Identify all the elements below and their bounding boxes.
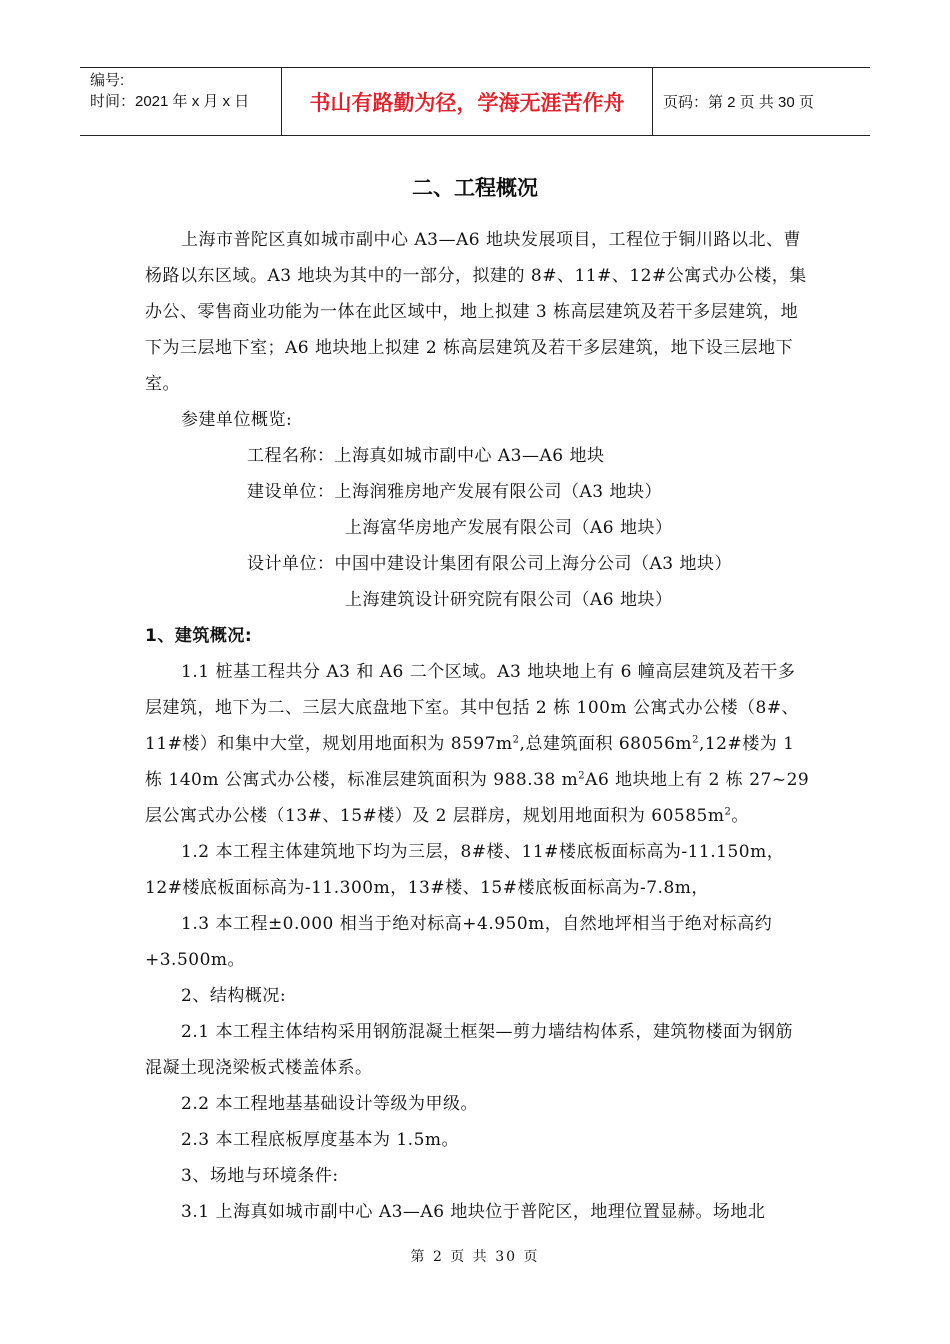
section-1-heading: 1、建筑概况: — [145, 626, 253, 646]
intro-paragraph: 上海市普陀区真如城市副中心 A3—A6 地块发展项目，工程位于铜川路以北、曹杨路以东区域。A3 地块为其中的一部分，拟建的 8#、11#、12#公寓式办公楼，集办公、零售商业功能为一体在此区域中，地上拟建 3 栋高层建筑及若干多层建筑，地下为三层地下室；A6 地块地上拟建 2 栋高层建筑及若干多层建筑，地下设三层地下室。 — [145, 230, 807, 394]
page-title: 二、工程概况 — [412, 176, 538, 200]
project-name-line: 工程名称：上海真如城市副中心 A3—A6 地块 — [247, 446, 605, 466]
p1-1-part-c: ,12#楼为 1 栋 140m 公寓式办公楼，标准层建筑面积为 988.38 m — [145, 734, 795, 790]
section-3-heading: 3、场地与环境条件: — [181, 1166, 339, 1186]
document-date: 时间：2021 年 x 月 x 日 — [90, 93, 250, 110]
paragraph-3-1: 3.1 上海真如城市副中心 A3—A6 地块位于普陀区，地理位置显赫。场地北 — [181, 1202, 766, 1222]
builder-line-1: 建设单位：上海润雅房地产发展有限公司（A3 地块） — [247, 482, 662, 502]
p1-1-part-e: 。 — [731, 806, 749, 826]
header-table — [80, 67, 870, 136]
paragraph-1-3: 1.3 本工程±0.000 相当于绝对标高+4.950m，自然地坪相当于绝对标高约+3.500m。 — [145, 914, 773, 970]
header-left-cell — [80, 68, 281, 135]
paragraph-2-2: 2.2 本工程地基基础设计等级为甲级。 — [181, 1094, 478, 1114]
p1-1-part-b: ,总建筑面积 68056m — [519, 734, 693, 754]
paragraph-1-1 — [145, 654, 810, 834]
superscript-2: 2 — [512, 734, 520, 746]
superscript-2: 2 — [724, 806, 732, 818]
paragraph-2-3: 2.3 本工程底板厚度基本为 1.5m。 — [181, 1130, 459, 1150]
designer-line-1: 设计单位：中国中建设计集团有限公司上海分公司（A3 地块） — [247, 554, 732, 574]
builder-line-2: 上海富华房地产发展有限公司（A6 地块） — [345, 518, 673, 538]
document-body — [145, 222, 810, 1230]
paragraph-2-1: 2.1 本工程主体结构采用钢筋混凝土框架—剪力墙结构体系，建筑物楼面为钢筋混凝土现浇梁板式楼盖体系。 — [145, 1022, 793, 1078]
p1-1-part-d: A6 地块地上有 2 栋 27~29 层公寓式办公楼（13#、15#楼）及 2 层群房，规划用地面积为 60585m — [145, 770, 810, 826]
participants-heading: 参建单位概览: — [181, 410, 293, 430]
page-footer: 第 2 页 共 30 页 — [410, 1249, 540, 1265]
header-motto: 书山有路勤为径，学海无涯苦作舟 — [281, 68, 653, 135]
header-page-info: 页码：第 2 页 共 30 页 — [663, 94, 814, 111]
designer-line-2: 上海建筑设计研究院有限公司（A6 地块） — [345, 590, 673, 610]
section-2-heading: 2、结构概况: — [181, 986, 287, 1006]
superscript-2: 2 — [692, 734, 699, 746]
document-number-label: 编号: — [90, 72, 125, 89]
paragraph-1-2: 1.2 本工程主体建筑地下均为三层，8#楼、11#楼底板面标高为-11.150m，12#楼底板面标高为-11.300m，13#楼、15#楼底板面标高为-7.8m， — [145, 842, 785, 898]
p1-1-part-a: 1.1 桩基工程共分 A3 和 A6 二个区域。A3 地块地上有 6 幢高层建筑及若干多层建筑，地下为二、三层大底盘地下室。其中包括 2 栋 100m 公寓式办公楼（8#、11#楼）和集中大堂，规划用地面积为 8597m — [145, 662, 800, 754]
superscript-2: 2 — [578, 770, 586, 782]
